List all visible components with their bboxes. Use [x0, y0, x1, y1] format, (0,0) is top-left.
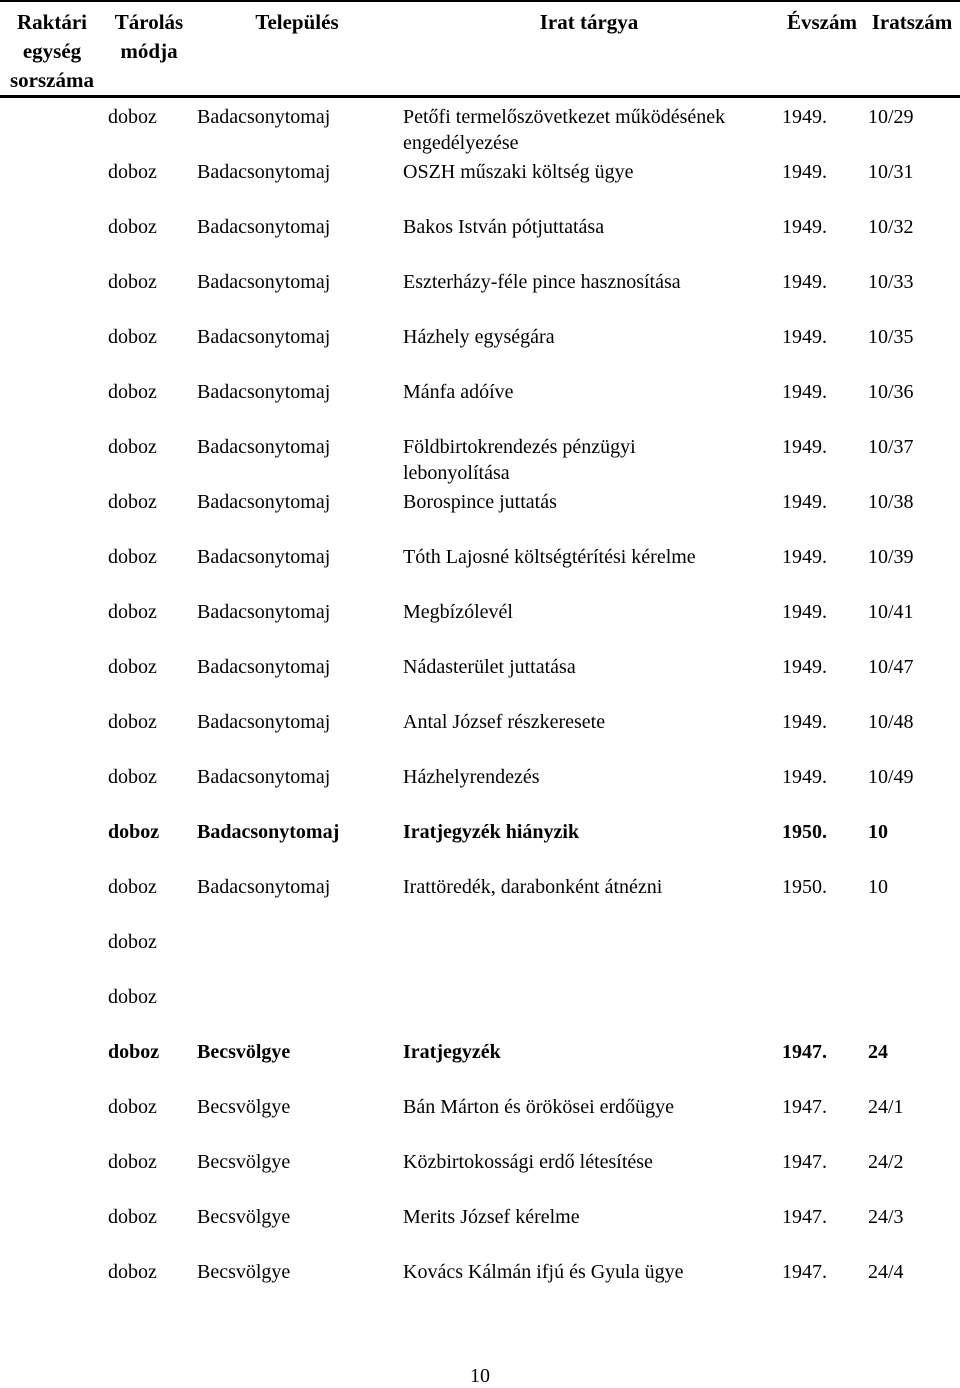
cell-irat-targya — [403, 708, 775, 736]
cell-tarolas-modja: doboz — [108, 546, 157, 568]
table-header — [0, 0, 960, 98]
irat-targya-line: Bakos István pótjuttatása — [403, 216, 605, 238]
cell-iratszam: 24 — [868, 1041, 888, 1063]
cell-evszam: 1947. — [782, 1041, 827, 1063]
irat-targya-line: Eszterházy-féle pince hasznosítása — [403, 271, 681, 293]
cell-evszam: 1949. — [782, 766, 827, 788]
cell-iratszam: 10/35 — [868, 326, 914, 348]
cell-irat-targya — [403, 158, 775, 186]
table-row — [0, 763, 960, 818]
cell-iratszam: 10/38 — [868, 491, 914, 513]
table-row — [0, 488, 960, 543]
cell-irat-targya — [403, 488, 775, 516]
cell-tarolas-modja: doboz — [108, 436, 157, 458]
cell-irat-targya — [403, 378, 775, 406]
table-row — [0, 708, 960, 763]
table-row — [0, 1038, 960, 1093]
cell-irat-targya — [403, 818, 775, 846]
table-row — [0, 543, 960, 598]
cell-tarolas-modja: doboz — [108, 271, 157, 293]
cell-tarolas-modja: doboz — [108, 986, 157, 1008]
cell-telepules: Badacsonytomaj — [197, 381, 331, 403]
cell-tarolas-modja: doboz — [108, 106, 157, 128]
cell-iratszam: 10/48 — [868, 711, 914, 733]
irat-targya-line: Közbirtokossági erdő létesítése — [403, 1151, 653, 1173]
cell-iratszam: 24/2 — [868, 1151, 904, 1173]
cell-evszam: 1949. — [782, 271, 827, 293]
cell-evszam: 1950. — [782, 876, 827, 898]
irat-targya-line: Mánfa adóíve — [403, 381, 514, 403]
cell-evszam: 1947. — [782, 1151, 827, 1173]
irat-targya-line: Antal József részkeresete — [403, 711, 606, 733]
cell-evszam: 1949. — [782, 381, 827, 403]
cell-irat-targya — [403, 1038, 775, 1066]
irat-targya-line: Iratjegyzék — [403, 1041, 501, 1063]
cell-iratszam: 24/1 — [868, 1096, 904, 1118]
cell-evszam: 1949. — [782, 656, 827, 678]
cell-evszam: 1949. — [782, 326, 827, 348]
table-row — [0, 378, 960, 433]
cell-telepules: Badacsonytomaj — [197, 106, 331, 128]
irat-targya-line: Borospince juttatás — [403, 491, 557, 513]
cell-iratszam: 10/47 — [868, 656, 914, 678]
table-row — [0, 323, 960, 378]
cell-irat-targya — [403, 1148, 775, 1176]
cell-tarolas-modja: doboz — [108, 1041, 160, 1063]
cell-evszam: 1949. — [782, 601, 827, 623]
table-row — [0, 158, 960, 213]
cell-telepules: Badacsonytomaj — [197, 601, 331, 623]
cell-evszam: 1949. — [782, 546, 827, 568]
table-row — [0, 1093, 960, 1148]
irat-targya-line: Házhelyrendezés — [403, 766, 540, 788]
cell-evszam: 1947. — [782, 1261, 827, 1283]
header-evszam: Évszám — [787, 10, 857, 34]
cell-iratszam: 10 — [868, 821, 888, 843]
cell-evszam: 1949. — [782, 216, 827, 238]
cell-telepules: Badacsonytomaj — [197, 326, 331, 348]
cell-iratszam: 10/31 — [868, 161, 914, 183]
cell-irat-targya — [403, 213, 775, 241]
irat-targya-line: Tóth Lajosné költségtérítési kérelme — [403, 546, 696, 568]
irat-targya-line: OSZH műszaki költség ügye — [403, 161, 634, 183]
page-number: 10 — [470, 1365, 490, 1387]
cell-telepules: Becsvölgye — [197, 1151, 291, 1173]
cell-tarolas-modja: doboz — [108, 656, 157, 678]
table-row — [0, 818, 960, 873]
cell-irat-targya — [403, 598, 775, 626]
cell-evszam: 1947. — [782, 1206, 827, 1228]
cell-telepules: Badacsonytomaj — [197, 821, 340, 843]
table-row — [0, 1258, 960, 1313]
irat-targya-line: lebonyolítása — [403, 462, 510, 484]
cell-iratszam: 10/37 — [868, 436, 914, 458]
irat-targya-line: Petőfi termelőszövetkezet működésének — [403, 106, 726, 128]
cell-telepules: Becsvölgye — [197, 1206, 291, 1228]
cell-iratszam: 10/32 — [868, 216, 914, 238]
cell-irat-targya — [403, 1093, 775, 1121]
cell-tarolas-modja: doboz — [108, 766, 157, 788]
header-irat-targya: Irat tárgya — [539, 10, 639, 34]
cell-telepules: Badacsonytomaj — [197, 711, 331, 733]
table-row — [0, 1203, 960, 1258]
irat-targya-line: engedélyezése — [403, 132, 519, 154]
cell-telepules: Badacsonytomaj — [197, 436, 331, 458]
cell-evszam: 1947. — [782, 1096, 827, 1118]
table-row — [0, 598, 960, 653]
cell-telepules: Badacsonytomaj — [197, 271, 331, 293]
table-row — [0, 268, 960, 323]
table-row — [0, 653, 960, 708]
table-body — [0, 103, 960, 1313]
cell-tarolas-modja: doboz — [108, 876, 157, 898]
cell-evszam: 1949. — [782, 436, 827, 458]
cell-telepules: Badacsonytomaj — [197, 491, 331, 513]
cell-tarolas-modja: doboz — [108, 161, 157, 183]
cell-iratszam: 10/39 — [868, 546, 914, 568]
table-row — [0, 928, 960, 983]
cell-irat-targya — [403, 873, 775, 901]
cell-tarolas-modja: doboz — [108, 491, 157, 513]
irat-targya-line: Iratjegyzék hiányzik — [403, 821, 580, 843]
cell-irat-targya — [403, 1258, 775, 1286]
cell-tarolas-modja: doboz — [108, 931, 157, 953]
cell-tarolas-modja: doboz — [108, 601, 157, 623]
cell-tarolas-modja: doboz — [108, 1206, 157, 1228]
cell-iratszam: 10/41 — [868, 601, 914, 623]
cell-irat-targya — [403, 1203, 775, 1231]
header-iratszam: Iratszám — [871, 10, 953, 34]
header-tarolas-modja: Tárolás módja — [114, 10, 184, 63]
cell-tarolas-modja: doboz — [108, 326, 157, 348]
cell-tarolas-modja: doboz — [108, 711, 157, 733]
cell-iratszam: 24/4 — [868, 1261, 904, 1283]
cell-iratszam: 10/36 — [868, 381, 914, 403]
cell-iratszam: 10 — [868, 876, 888, 898]
cell-telepules: Badacsonytomaj — [197, 766, 331, 788]
irat-targya-line: Megbízólevél — [403, 601, 513, 623]
cell-telepules: Becsvölgye — [197, 1096, 291, 1118]
cell-tarolas-modja: doboz — [108, 1261, 157, 1283]
cell-telepules: Badacsonytomaj — [197, 216, 331, 238]
irat-targya-line: Nádasterület juttatása — [403, 656, 576, 678]
cell-irat-targya — [403, 763, 775, 791]
cell-irat-targya — [403, 103, 775, 157]
cell-irat-targya — [403, 543, 775, 571]
cell-irat-targya — [403, 268, 775, 296]
header-raktari-egyseg-sorszama: Raktári egység sorszáma — [10, 10, 94, 92]
irat-targya-line: Földbirtokrendezés pénzügyi — [403, 436, 636, 458]
cell-iratszam: 10/49 — [868, 766, 914, 788]
table-row — [0, 873, 960, 928]
cell-telepules: Badacsonytomaj — [197, 656, 331, 678]
cell-telepules: Becsvölgye — [197, 1041, 291, 1063]
table-row — [0, 983, 960, 1038]
cell-iratszam: 10/29 — [868, 106, 914, 128]
cell-iratszam: 24/3 — [868, 1206, 904, 1228]
cell-evszam: 1949. — [782, 106, 827, 128]
irat-targya-line: Kovács Kálmán ifjú és Gyula ügye — [403, 1261, 684, 1283]
cell-tarolas-modja: doboz — [108, 381, 157, 403]
cell-iratszam: 10/33 — [868, 271, 914, 293]
cell-telepules: Becsvölgye — [197, 1261, 291, 1283]
cell-tarolas-modja: doboz — [108, 216, 157, 238]
irat-targya-line: Merits József kérelme — [403, 1206, 580, 1228]
irat-targya-line: Házhely egységára — [403, 326, 555, 348]
irat-targya-line: Irattöredék, darabonként átnézni — [403, 876, 663, 898]
cell-irat-targya — [403, 653, 775, 681]
table-row — [0, 433, 960, 488]
cell-irat-targya — [403, 323, 775, 351]
table-row — [0, 213, 960, 268]
cell-irat-targya — [403, 433, 775, 487]
cell-telepules: Badacsonytomaj — [197, 161, 331, 183]
cell-evszam: 1949. — [782, 711, 827, 733]
cell-tarolas-modja: doboz — [108, 1096, 157, 1118]
cell-telepules: Badacsonytomaj — [197, 546, 331, 568]
cell-evszam: 1949. — [782, 491, 827, 513]
table-row — [0, 103, 960, 158]
cell-telepules: Badacsonytomaj — [197, 876, 331, 898]
irat-targya-line: Bán Márton és örökösei erdőügye — [403, 1096, 675, 1118]
header-telepules: Település — [255, 10, 339, 34]
table-row — [0, 1148, 960, 1203]
cell-tarolas-modja: doboz — [108, 821, 160, 843]
cell-evszam: 1950. — [782, 821, 827, 843]
cell-tarolas-modja: doboz — [108, 1151, 157, 1173]
cell-evszam: 1949. — [782, 161, 827, 183]
